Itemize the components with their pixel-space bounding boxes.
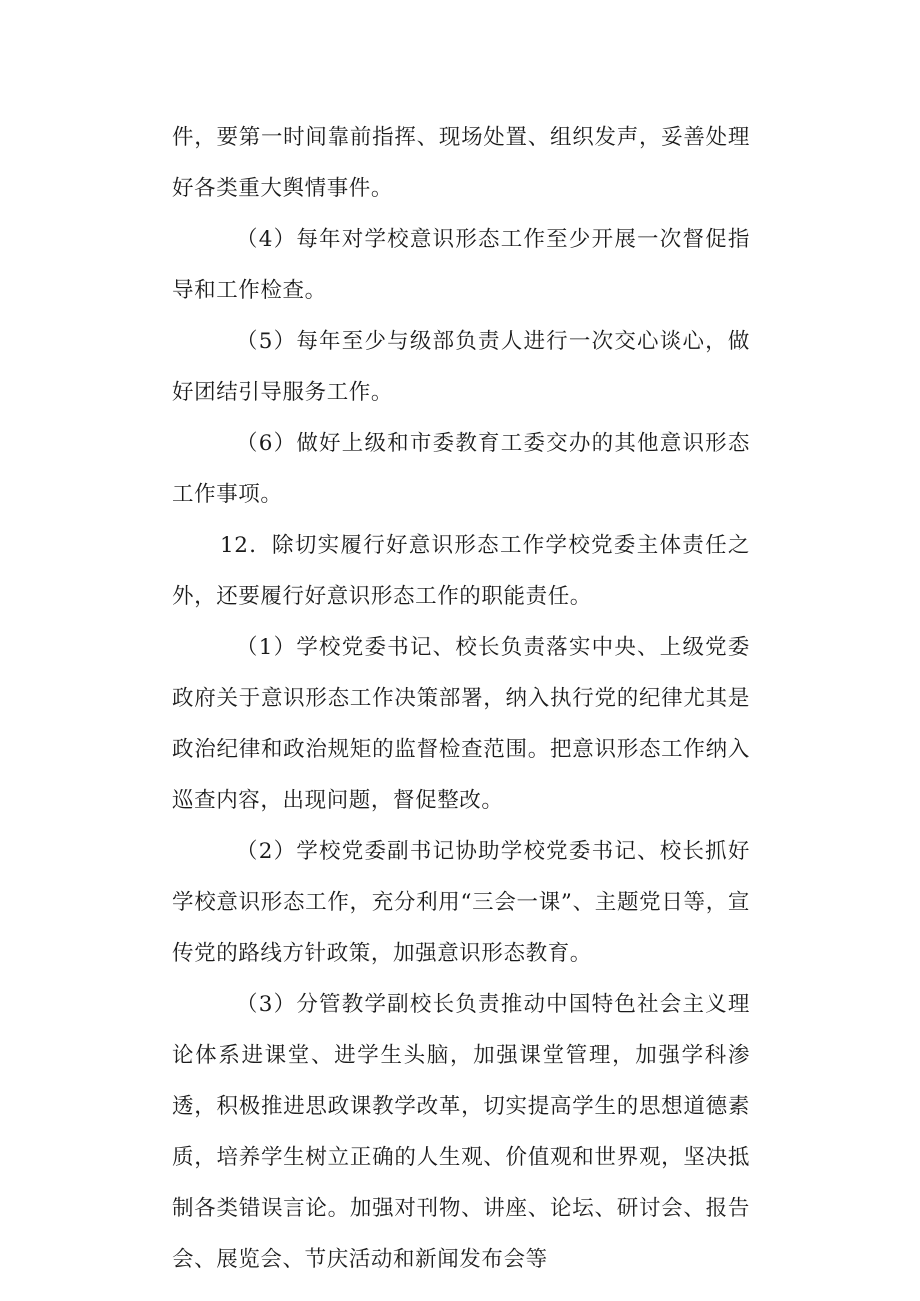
paragraph-duty-1: （1）学校党委书记、校长负责落实中央、上级党委政府关于意识形态工作决策部署，纳入执行党的纪律尤其是政治纪律和政治规矩的监督检查范围。把意识形态工作纳入巡查内容，出现问题，督促整改。 — [172, 635, 750, 813]
document-body — [172, 112, 750, 1285]
paragraph-item-6: （6）做好上级和市委教育工委交办的其他意识形态工作事项。 — [172, 431, 750, 507]
paragraph-duty-2: （2）学校党委副书记协助学校党委书记、校长抓好学校意识形态工作，充分利用“三会一课”、主题党日等，宣传党的路线方针政策，加强意识形态教育。 — [172, 839, 750, 966]
paragraph-item-5: （5）每年至少与级部负责人进行一次交心谈心，做好团结引导服务工作。 — [172, 329, 750, 405]
paragraph-section-12: 12．除切实履行好意识形态工作学校党委主体责任之外，还要履行好意识形态工作的职能责任。 — [172, 533, 750, 609]
paragraph-item-4: （4）每年对学校意识形态工作至少开展一次督促指导和工作检查。 — [172, 227, 750, 303]
paragraph-duty-3: （3）分管教学副校长负责推动中国特色社会主义理论体系进课堂、进学生头脑，加强课堂管理，加强学科渗透，积极推进思政课教学改革，切实提高学生的思想道德素质，培养学生树立正确的人生观、价值观和世界观，坚决抵制各类错误言论。加强对刊物、讲座、论坛、研讨会、报告会、展览会、节庆活动和新闻发布会等 — [172, 992, 750, 1272]
paragraph-continuation: 件，要第一时间靠前指挥、现场处置、组织发声，妥善处理好各类重大舆情事件。 — [172, 125, 750, 201]
